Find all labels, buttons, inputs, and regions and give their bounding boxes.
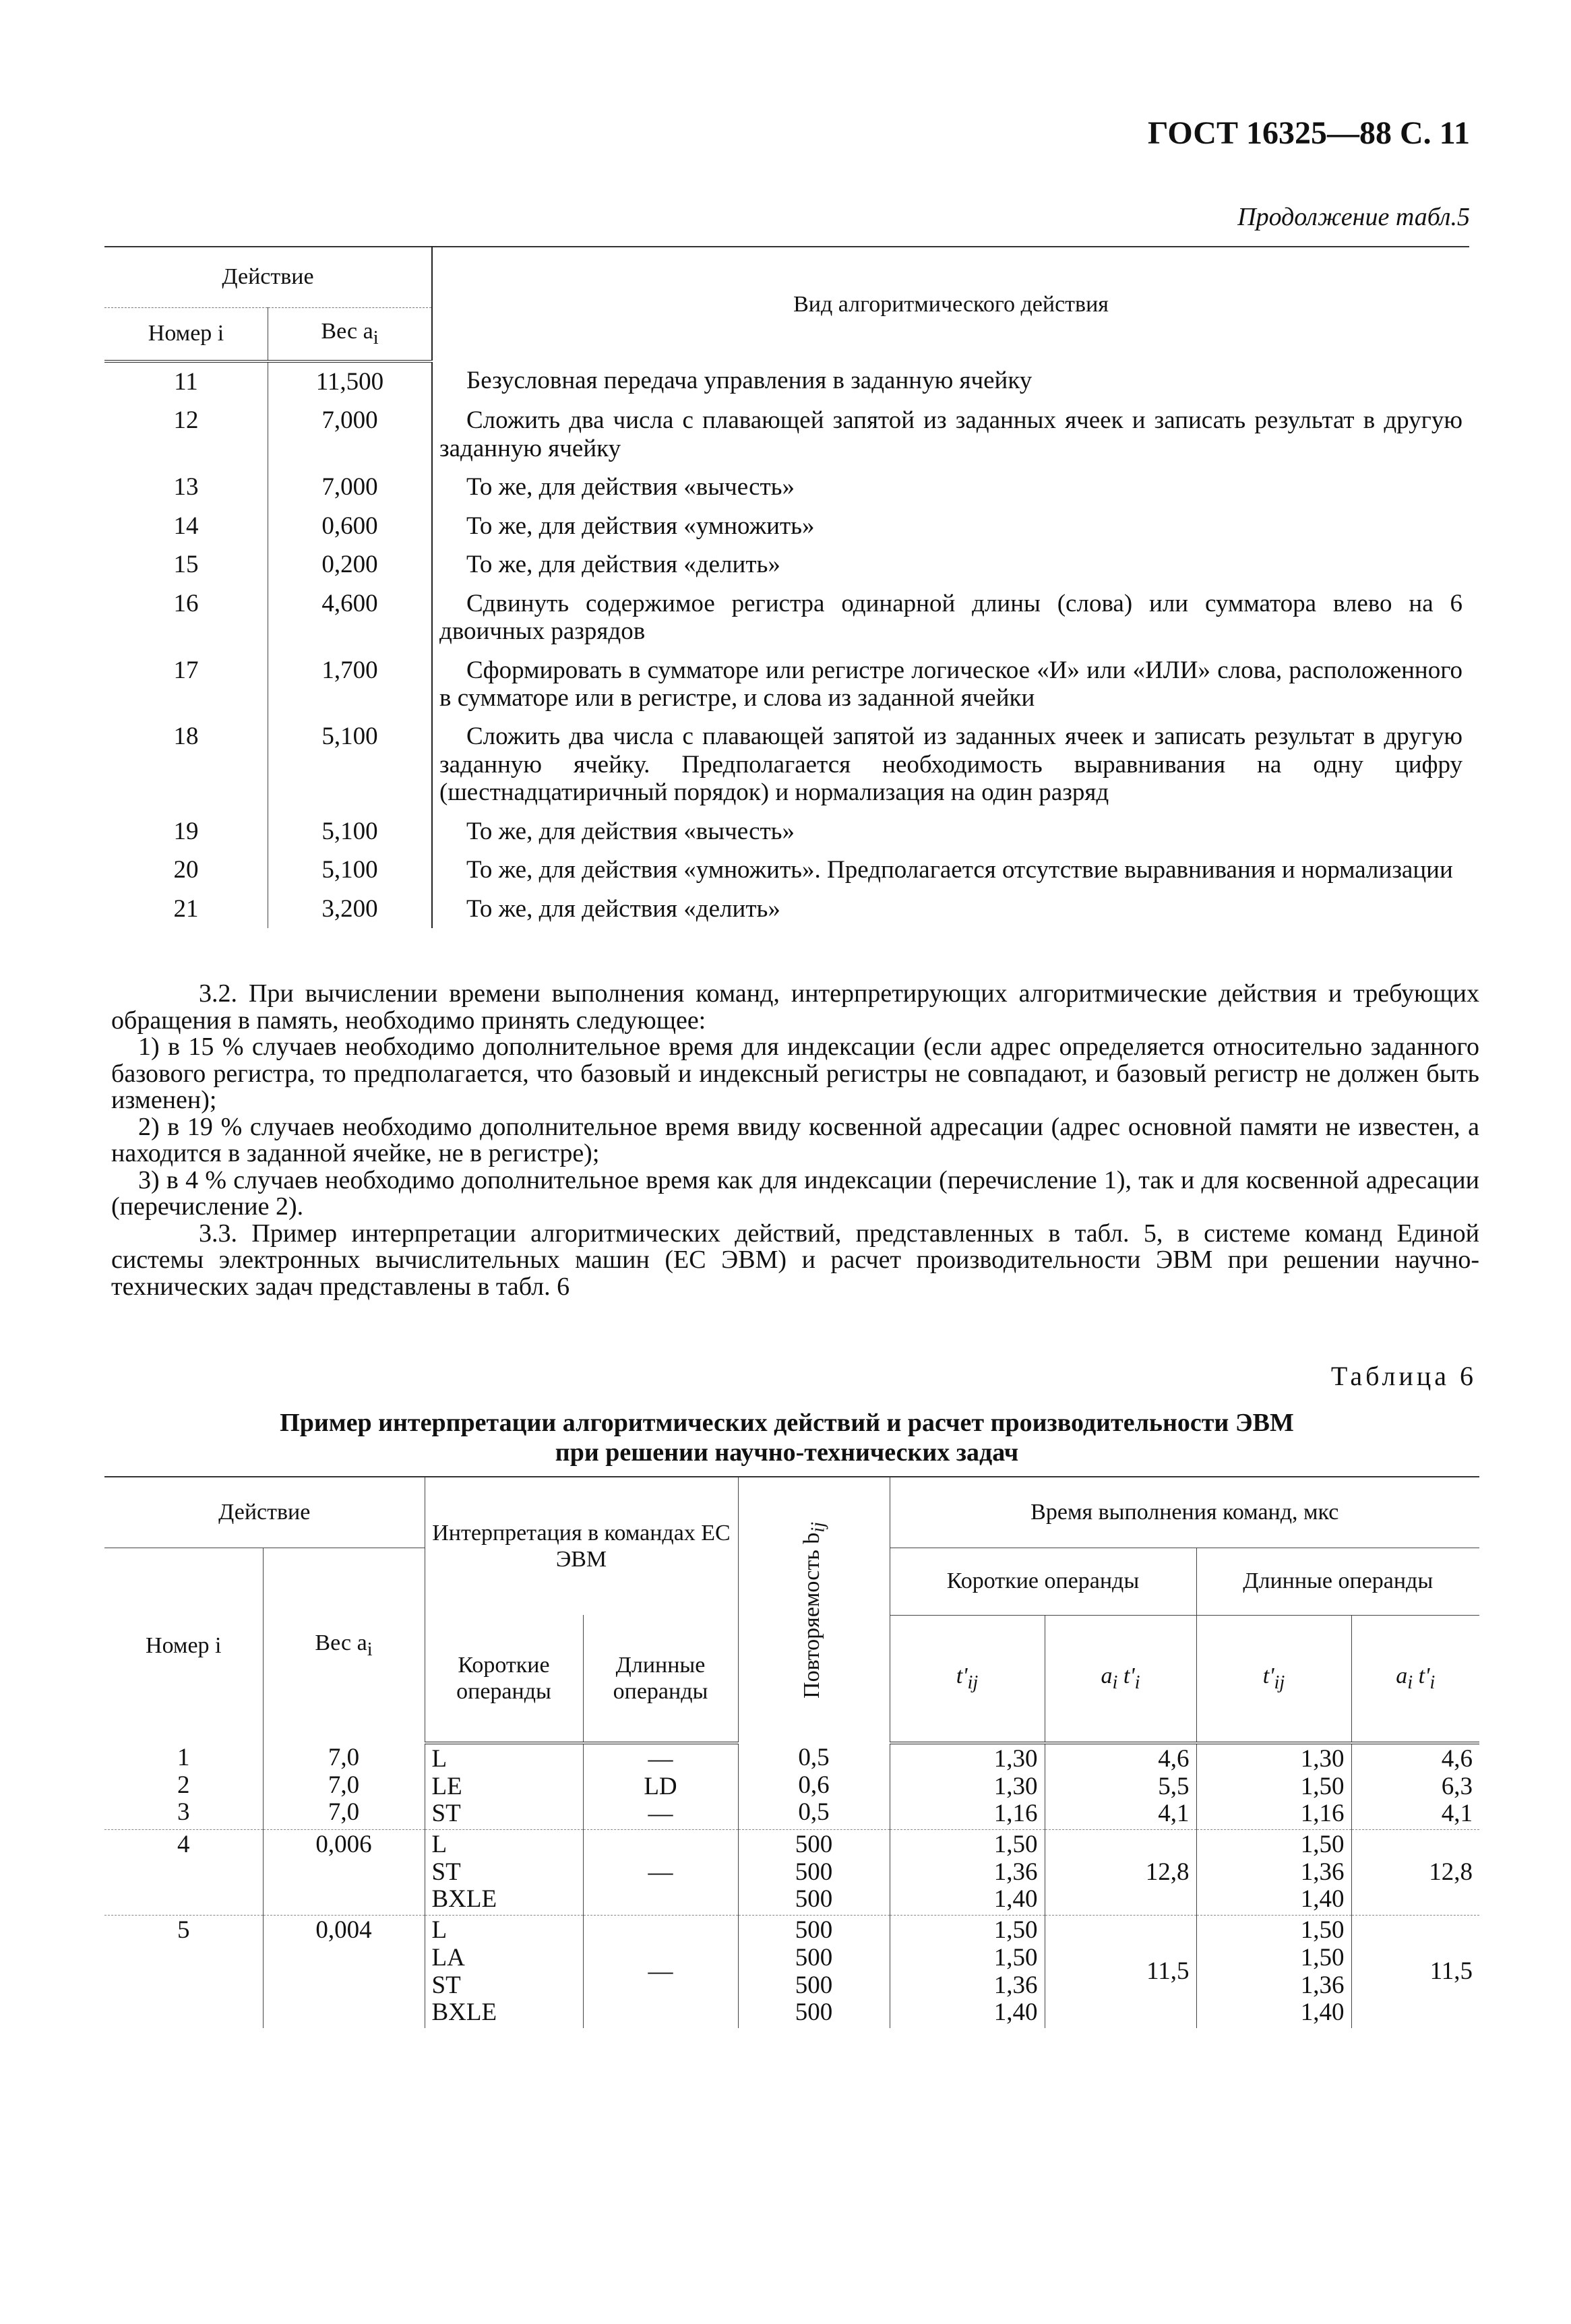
table-row [104, 584, 1469, 651]
cell-line: 500 [795, 1943, 833, 1971]
cell-line: 1,36 [1300, 1858, 1345, 1886]
cell-number: 12 [104, 401, 268, 468]
cell-line: 500 [795, 1916, 833, 1945]
table-row [104, 468, 1469, 506]
cell-line: ST [431, 1858, 461, 1886]
cell-at-long [1351, 1743, 1479, 1830]
cell-description: Безусловная передача управления в заданную ячейку [466, 367, 1033, 394]
cell-number: 19 [104, 812, 268, 851]
table-row [104, 361, 1469, 401]
header-interp-short: Короткие операнды [425, 1615, 583, 1743]
cell-number: 13 [104, 468, 268, 506]
cell-line: BXLE [431, 1998, 497, 2027]
cell-line: 0,5 [798, 1744, 830, 1771]
cell-description: То же, для действия «вычесть» [466, 473, 795, 501]
cell-t-short [890, 1916, 1045, 2028]
table-row-group [104, 1916, 1479, 2028]
cell-line: LE [431, 1772, 462, 1800]
cell-weight: 0,006 [263, 1830, 425, 1916]
cell-at-long: 12,8 [1351, 1830, 1479, 1916]
table-continuation-caption: Продолжение табл.5 [1237, 203, 1470, 231]
header-action-kind: Вид алгоритмического действия [793, 291, 1109, 317]
cell-line: 1,40 [1300, 1885, 1345, 1914]
cell-line: L [431, 1831, 448, 1859]
cell-description: Сложить два числа с плавающей запятой из заданных ячеек и записать результат в другую заданную ячейку [439, 406, 1462, 462]
cell-line: 4,1 [1441, 1800, 1473, 1828]
cell-number: 11 [104, 361, 268, 401]
cell-line: 1,50 [993, 1943, 1038, 1971]
cell-line: 1,36 [1300, 1971, 1345, 1999]
cell-line: 1,16 [1300, 1800, 1345, 1828]
cell-weight: 0,004 [263, 1916, 425, 2028]
paragraph-item-3: 3) в 4 % случаев необходимо дополнительное время как для индексации (перечисление 1), так и для косвенной адресации (перечисление 2). [111, 1165, 1479, 1221]
cell-weight: 7,000 [268, 401, 433, 468]
cell-line: BXLE [431, 1885, 497, 1914]
cell-line: ST [431, 1800, 461, 1828]
cell-line: 4,6 [1158, 1745, 1190, 1773]
cell-weight: 5,100 [268, 851, 433, 889]
cell-line: — [648, 1745, 673, 1773]
cell-line: 1,50 [1300, 1916, 1345, 1945]
header-interpretation: Интерпретация в командах ЕС ЭВМ [425, 1477, 738, 1615]
header-at-short: $a_i$ $t'_i$ [1045, 1615, 1196, 1743]
cell-line: 1,40 [1300, 1998, 1345, 2027]
cell-line: 1,30 [993, 1772, 1038, 1800]
cell-line: 1,40 [993, 1885, 1038, 1914]
header-long-operands-time: Длинные операнды [1196, 1548, 1479, 1615]
cell-line: 1,16 [993, 1800, 1038, 1828]
cell-description: То же, для действия «умножить». Предполагается отсутствие выравнивания и нормализации [466, 856, 1453, 884]
cell-t-short [890, 1743, 1045, 1830]
cell-weight [263, 1743, 425, 1830]
header-weight: Вес $a_i$ [263, 1548, 425, 1743]
paragraph-3-3: 3.3. Пример интерпретации алгоритмических действий, представленных в табл. 5, в системе команд Единой системы электронных вычислительных машин (ЕС ЭВМ) и расчет производительности ЭВМ при решении научно-технических задач представлены в табл. 6 [111, 1219, 1479, 1301]
cell-weight: 7,000 [268, 468, 433, 506]
paragraph-item-1: 1) в 15 % случаев необходимо дополнительное время для индексации (если адрес определяется относительно заданного базового регистра, то предполагается, что базовый и индексный регистры не совпадают, и базовый регистр не должен быть изменен); [111, 1033, 1479, 1115]
cell-at-short [1045, 1743, 1196, 1830]
cell-line: 4,1 [1158, 1800, 1190, 1828]
cell-description: То же, для действия «умножить» [466, 512, 815, 540]
table-row-group [104, 1830, 1479, 1916]
cell-t-long [1196, 1916, 1351, 2028]
cell-line: — [648, 1800, 673, 1828]
cell-line: 1,36 [993, 1971, 1038, 1999]
cell-line: 7,0 [328, 1798, 360, 1827]
header-t-long: $t'_{ij}$ [1196, 1615, 1351, 1743]
cell-number: 21 [104, 890, 268, 928]
table-row [104, 545, 1469, 584]
cell-t-short [890, 1830, 1045, 1916]
cell-line: L [431, 1745, 448, 1773]
cell-weight: 5,100 [268, 717, 433, 812]
cell-number [104, 1743, 263, 1830]
cell-line: 1,30 [993, 1745, 1038, 1773]
cell-weight: 0,200 [268, 545, 433, 584]
table-row [104, 812, 1469, 851]
cell-line: 0,5 [798, 1798, 830, 1827]
cell-description: Сложить два числа с плавающей запятой из заданных ячеек и записать результат в другую заданную ячейку. Предполагается необходимость выравнивания на одну цифру (шестнадцатиричный порядок) и нормализация на один разряд [439, 723, 1462, 807]
cell-line: 2 [177, 1771, 190, 1799]
cell-weight: 3,200 [268, 890, 433, 928]
paragraph-3-2: 3.2. При вычислении времени выполнения команд, интерпретирующих алгоритмические действия и требующих обращения в память, необходимо принять следующее: [111, 979, 1479, 1035]
header-weight: Вес $a_i$ [268, 307, 433, 361]
cell-interp-short [425, 1830, 583, 1916]
cell-description: Сдвинуть содержимое регистра одинарной длины (слова) или сумматора влево на 6 двоичных разрядов [439, 589, 1462, 646]
cell-weight: 0,600 [268, 507, 433, 545]
body-text [111, 981, 1479, 1300]
cell-line: LA [431, 1943, 465, 1971]
cell-line: 500 [795, 1998, 833, 2027]
cell-line: 1,50 [1300, 1772, 1345, 1800]
cell-weight: 4,600 [268, 584, 433, 651]
cell-number: 17 [104, 651, 268, 718]
cell-t-long [1196, 1743, 1351, 1830]
cell-weight: 1,700 [268, 651, 433, 718]
cell-at-long: 11,5 [1429, 1957, 1473, 1986]
header-number: Номер i [104, 307, 268, 361]
table-5 [104, 246, 1469, 928]
page-header: ГОСТ 16325—88 С. 11 [1148, 115, 1470, 151]
table-6-label: Таблица 6 [1330, 1361, 1477, 1391]
table-row [104, 717, 1469, 812]
cell-interp-short [425, 1916, 583, 2028]
cell-line: 1,40 [993, 1998, 1038, 2027]
table-row [104, 507, 1469, 545]
cell-t-long [1196, 1830, 1351, 1916]
paragraph-item-2: 2) в 19 % случаев необходимо дополнительное время ввиду косвенной адресации (адрес основной памяти не известен, а находится в заданной ячейке, не в регистре); [111, 1112, 1479, 1168]
cell-line: 0,6 [798, 1771, 830, 1799]
cell-line: LD [644, 1772, 677, 1800]
header-action: Действие [104, 247, 432, 307]
cell-number: 14 [104, 507, 268, 545]
cell-repeatability [738, 1916, 890, 2028]
cell-line: 500 [795, 1858, 833, 1886]
cell-repeatability [738, 1830, 890, 1916]
cell-description: То же, для действия «вычесть» [466, 817, 795, 845]
table-6-title-line-1: Пример интерпретации алгоритмических действий и расчет производительности ЭВМ [280, 1409, 1294, 1437]
cell-line: 500 [795, 1831, 833, 1859]
cell-repeatability [738, 1743, 890, 1830]
header-action: Действие [104, 1477, 425, 1548]
cell-line: 1,50 [1300, 1943, 1345, 1971]
cell-line: ST [431, 1971, 461, 1999]
cell-description: То же, для действия «делить» [466, 551, 780, 579]
cell-line: 500 [795, 1885, 833, 1914]
cell-description: Сформировать в сумматоре или регистре логическое «И» или «ИЛИ» слова, расположенного в сумматоре или в регистре, и слова из заданной ячейки [439, 656, 1462, 712]
cell-interp-long: — [583, 1830, 738, 1916]
cell-interp-long [583, 1743, 738, 1830]
cell-line: L [431, 1916, 448, 1945]
cell-line: 1,36 [993, 1858, 1038, 1886]
cell-line: 7,0 [328, 1771, 360, 1799]
header-t-short: $t'_{ij}$ [890, 1615, 1045, 1743]
header-at-long: $a_i$ $t'_i$ [1351, 1615, 1479, 1743]
cell-line: 6,3 [1441, 1772, 1473, 1800]
header-execution-time: Время выполнения команд, мкс [890, 1477, 1479, 1548]
cell-number: 20 [104, 851, 268, 889]
cell-number: 15 [104, 545, 268, 584]
cell-number: 4 [104, 1830, 263, 1916]
cell-line: 1,50 [1300, 1831, 1345, 1859]
cell-line: 3 [177, 1798, 190, 1827]
table-row [104, 890, 1469, 928]
cell-at-short: 12,8 [1045, 1830, 1196, 1916]
cell-number: 16 [104, 584, 268, 651]
cell-interp-short [425, 1743, 583, 1830]
cell-line: 4,6 [1441, 1745, 1473, 1773]
cell-number: 5 [104, 1916, 263, 2028]
cell-at-short: 11,5 [1045, 1916, 1196, 2028]
cell-description: То же, для действия «делить» [466, 894, 780, 923]
table-row-group [104, 1743, 1479, 1830]
cell-interp-long: — [583, 1916, 738, 2028]
header-interp-long: Длинные операнды [583, 1615, 738, 1743]
cell-line: 500 [795, 1971, 833, 1999]
table-6-title-line-2: при решении научно-технических задач [555, 1438, 1019, 1467]
cell-line: 1,30 [1300, 1745, 1345, 1773]
table-row [104, 851, 1469, 889]
cell-number: 18 [104, 717, 268, 812]
cell-line: 7,0 [328, 1744, 360, 1771]
cell-line: 1,50 [993, 1916, 1038, 1945]
table-6 [104, 1476, 1479, 2028]
table-6-title [104, 1409, 1469, 1467]
cell-weight: 11,500 [268, 361, 433, 401]
cell-line: 5,5 [1158, 1772, 1190, 1800]
header-short-operands-time: Короткие операнды [890, 1548, 1196, 1615]
header-repeatability: Повторяемость $b_{ij}$ [738, 1477, 890, 1743]
cell-line: 1 [177, 1744, 190, 1771]
table-row [104, 401, 1469, 468]
table-row [104, 651, 1469, 718]
header-number: Номер i [104, 1548, 263, 1743]
cell-weight: 5,100 [268, 812, 433, 851]
cell-line: 1,50 [993, 1831, 1038, 1859]
